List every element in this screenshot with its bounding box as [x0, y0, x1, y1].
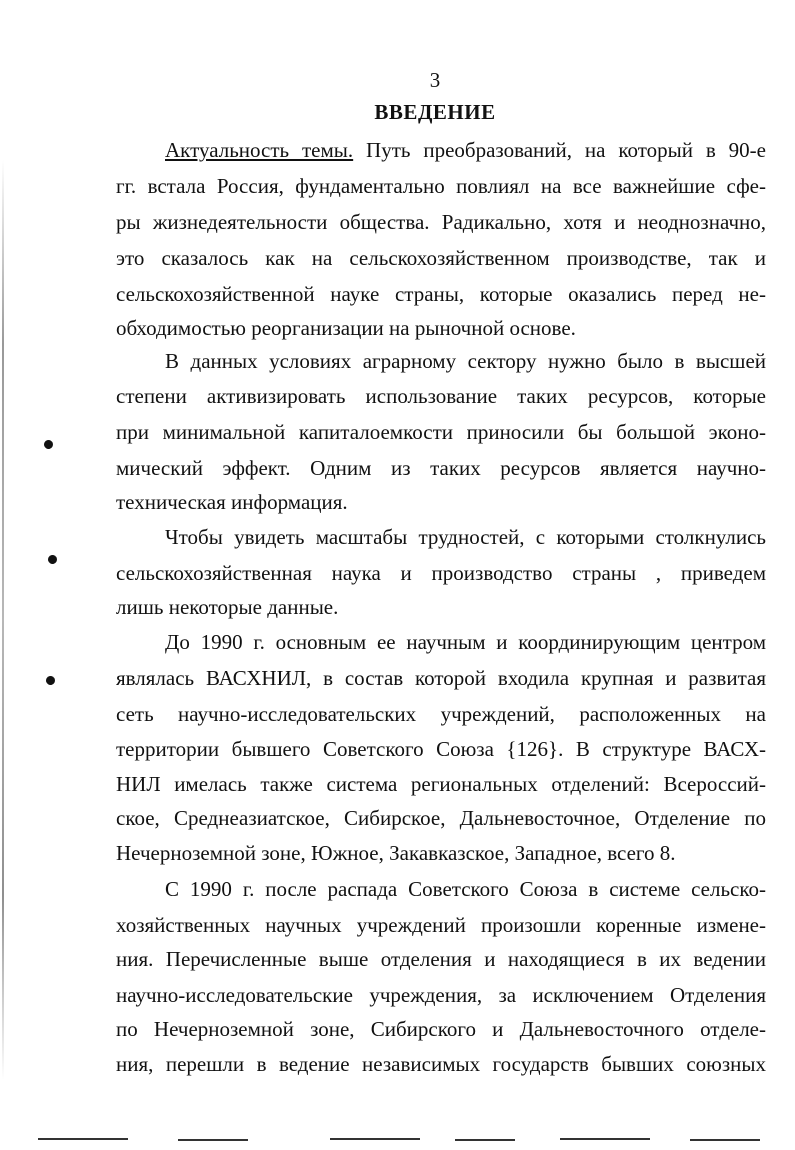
text-line: В данных условиях аграрному сектору нужно было в высшей — [165, 349, 766, 373]
text-line: территории бывшего Советского Союза {126}. В структуре ВАСХ- — [116, 737, 766, 761]
text-line: сеть научно-исследовательских учреждений, расположенных на — [116, 702, 766, 726]
footer-dash — [455, 1139, 515, 1141]
text-line: это сказалось как на сельскохозяйственном производстве, так и — [116, 246, 766, 270]
footer-dash — [178, 1139, 248, 1141]
text-line: являлась ВАСХНИЛ, в состав которой входила крупная и развитая — [116, 666, 766, 690]
text-line: обходимостью реорганизации на рыночной основе. — [116, 316, 576, 340]
text-line: ния, перешли в ведение независимых государств бывших союзных — [116, 1052, 766, 1076]
text-line: гг. встала Россия, фундаментально повлиял на все важнейшие сфе- — [116, 174, 766, 198]
text-line — [165, 138, 766, 162]
text-line: хозяйственных научных учреждений произошли коренные измене- — [116, 913, 766, 937]
text-line: ры жизнедеятельности общества. Радикально, хотя и неоднозначно, — [116, 210, 766, 234]
footer-dash — [560, 1138, 650, 1140]
text-line: мический эффект. Одним из таких ресурсов является научно- — [116, 456, 766, 480]
text-line: НИЛ имелась также система региональных отделений: Всероссий- — [116, 772, 766, 796]
text-line: сельскохозяйственной науке страны, которые оказались перед не- — [116, 282, 766, 306]
lead-label: Актуальность темы. — [165, 138, 354, 162]
text-line: при минимальной капиталоемкости приносили бы большой эконо- — [116, 420, 766, 444]
text-line: лишь некоторые данные. — [116, 595, 339, 619]
page-title: ВВЕДЕНИЕ — [374, 100, 496, 124]
text-line: Чтобы увидеть масштабы трудностей, с которыми столкнулись — [165, 525, 766, 549]
text-line: степени активизировать использование таких ресурсов, которые — [116, 384, 766, 408]
text-line: сельскохозяйственная наука и производство страны , приведем — [116, 561, 766, 585]
footer-dash — [38, 1138, 128, 1140]
text-line: До 1990 г. основным ее научным и координирующим центром — [165, 630, 766, 654]
page-number: 3 — [429, 68, 441, 92]
text-line: С 1990 г. после распада Советского Союза в системе сельско- — [165, 877, 766, 901]
text-line-content: Путь преобразований, на который в 90-е — [353, 138, 766, 162]
text-line: техническая информация. — [116, 490, 348, 514]
footer-dash — [690, 1139, 760, 1141]
text-line: ния. Перечисленные выше отделения и находящиеся в их ведении — [116, 947, 766, 971]
scan-blot — [42, 438, 54, 450]
left-edge-scan-line — [2, 160, 4, 1080]
text-line: ское, Среднеазиатское, Сибирское, Дальневосточное, Отделение по — [116, 806, 766, 830]
text-line: Нечерноземной зоне, Южное, Закавказское, Западное, всего 8. — [116, 841, 676, 865]
text-line: научно-исследовательские учреждения, за исключением Отделения — [116, 983, 766, 1007]
scan-blot — [46, 553, 58, 565]
scan-blot — [44, 674, 56, 686]
footer-dash — [330, 1138, 420, 1140]
text-line: по Нечерноземной зоне, Сибирского и Дальневосточного отделе- — [116, 1017, 766, 1041]
